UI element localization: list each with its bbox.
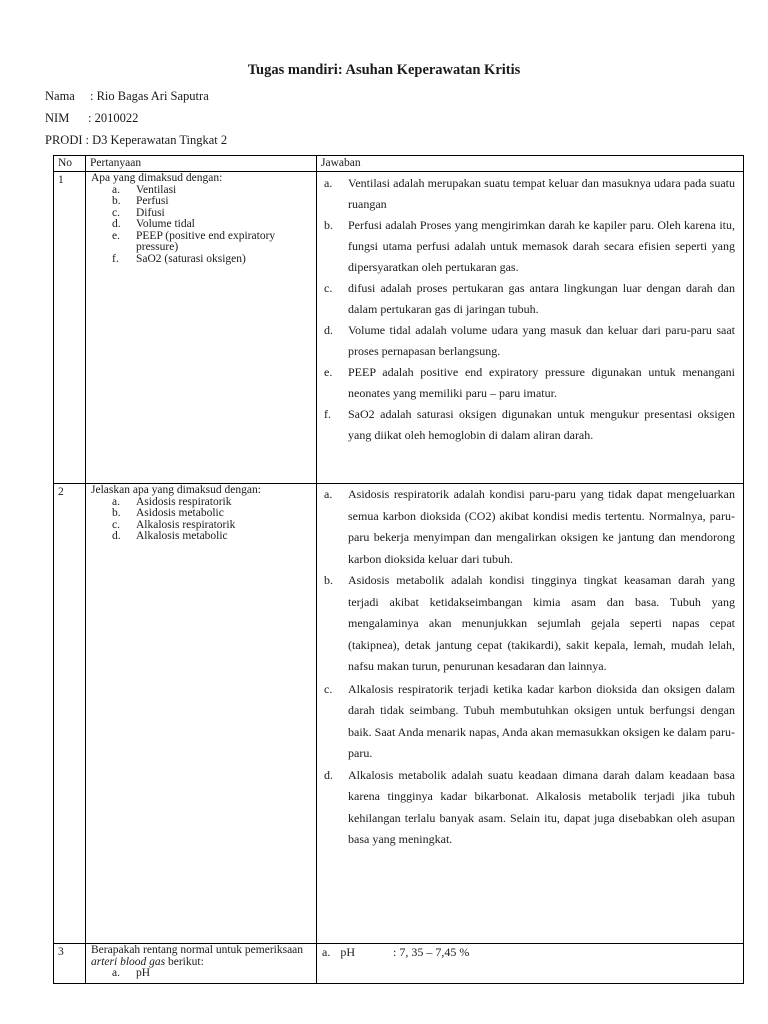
list-item: c. Alkalosis respiratorik bbox=[112, 518, 236, 531]
answer-item: d. Alkalosis metabolik adalah suatu keadaan dimana darah dalam keadaan basa karena tingginya kadar bikarbonat. Alkalosis metabolik terjadi jika tubuh kehilangan terlalu banyak asam. Selain itu, dapat juga disebabkan oleh asupan basa yang meningkat. bbox=[324, 767, 735, 846]
answer-item: d. Volume tidal adalah volume udara yang masuk dan keluar dari paru-paru saat proses pernapasan berlangsung. bbox=[324, 323, 735, 358]
answer-list bbox=[322, 484, 735, 851]
question-list bbox=[91, 185, 312, 266]
nim-label: NIM bbox=[45, 111, 70, 125]
qa-table bbox=[53, 155, 744, 984]
question-cell bbox=[86, 944, 317, 984]
table-row bbox=[54, 172, 744, 484]
answer-item: a. pH : 7, 35 – 7,45 % bbox=[322, 945, 470, 959]
name-label: Nama bbox=[45, 89, 75, 103]
name-value: : Rio Bagas Ari Saputra bbox=[90, 89, 209, 103]
list-item: a. Asidosis respiratorik bbox=[112, 495, 232, 508]
header-answer: Jawaban bbox=[317, 156, 744, 172]
header-no: No bbox=[54, 156, 86, 172]
question-text: Apa yang dimaksud dengan: bbox=[91, 172, 223, 184]
question-text: Jelaskan apa yang dimaksud dengan: bbox=[91, 484, 261, 496]
nim-value: : 2010022 bbox=[88, 111, 139, 125]
question-text: Berapakah rentang normal untuk pemeriksaan arteri blood gas berikut: bbox=[91, 944, 304, 968]
ph-value: : 7, 35 – 7,45 % bbox=[393, 945, 470, 959]
answer-cell bbox=[317, 172, 744, 484]
list-item: a. pH bbox=[112, 967, 151, 979]
answer-item: b. Perfusi adalah Proses yang mengirimkan darah ke kapiler paru. Oleh karena itu, fungsi utama perfusi adalah untuk memasok darah secara efisien seperti yang dipersyaratkan oleh pertukaran gas. bbox=[324, 218, 735, 274]
answer-item: f. SaO2 adalah saturasi oksigen digunakan untuk mengukur presentasi oksigen yang diikat oleh hemoglobin di dalam aliran darah. bbox=[324, 407, 735, 442]
answer-item: c. Alkalosis respiratorik terjadi ketika kadar karbon dioksida dan oksigen dalam darah tidak seimbang. Tubuh membutuhkan oksigen untuk berfungsi dengan baik. Saat Anda menarik napas, Anda akan memasukkan oksigen ke dalam paru-paru. bbox=[324, 681, 735, 760]
list-item: d. Alkalosis metabolic bbox=[112, 530, 228, 542]
list-item: f. SaO2 (saturasi oksigen) bbox=[112, 252, 246, 265]
list-item: b. Asidosis metabolic bbox=[112, 507, 224, 519]
answer-list bbox=[322, 173, 735, 446]
row-number: 1 bbox=[54, 172, 86, 484]
row-number: 3 bbox=[54, 944, 86, 984]
question-emphasis: arteri blood gas bbox=[91, 955, 166, 968]
question-list bbox=[91, 497, 312, 543]
answer-item: a. Ventilasi adalah merupakan suatu tempat keluar dan masuknya udara pada suatu ruangan bbox=[324, 176, 735, 211]
list-item: b. Perfusi bbox=[112, 195, 169, 207]
table-row bbox=[54, 484, 744, 944]
prodi-label: PRODI bbox=[45, 133, 83, 147]
answer-item: b. Asidosis metabolik adalah kondisi tingginya tingkat keasaman darah yang terjadi akibat ketidakseimbangan kimia asam dan basa. Tubuh yang mengalaminya akan menunjukkan sejumlah gejala seperti napas cepat (takipnea), detak jantung cepat (takikardi), sakit kepala, lemah, mudah lelah, nafsu makan turun, penurunan kesadaran dan lainnya. bbox=[324, 573, 735, 673]
list-item: c. Difusi bbox=[112, 206, 165, 219]
question-list bbox=[91, 968, 312, 980]
prodi-line bbox=[45, 133, 227, 148]
answer-item: e. PEEP adalah positive end expiratory pressure digunakan untuk menangani neonates yang memiliki paru – paru imatur. bbox=[324, 365, 735, 400]
name-line bbox=[45, 89, 209, 104]
nim-line bbox=[45, 111, 138, 126]
list-item: a. Ventilasi bbox=[112, 183, 177, 196]
answer-cell bbox=[317, 944, 744, 984]
prodi-value: : D3 Keperawatan Tingkat 2 bbox=[85, 133, 228, 147]
table-header-row bbox=[54, 156, 744, 172]
answer-cell bbox=[317, 484, 744, 944]
answer-item: a. Asidosis respiratorik adalah kondisi paru-paru yang tidak dapat mengeluarkan semua karbon dioksida (CO2) akibat kondisi medis tertentu. Normalnya, paru-paru bekerja menyimpan dan mengalirkan oksigen ke jantung dan mendorong karbon dioksida keluar dari tubuh. bbox=[324, 487, 735, 566]
document-title: Tugas mandiri: Asuhan Keperawatan Kritis bbox=[247, 62, 521, 78]
row-number: 2 bbox=[54, 484, 86, 944]
question-cell bbox=[86, 484, 317, 944]
list-item: e. PEEP (positive end expiratory pressure) bbox=[112, 229, 276, 253]
answer-item: c. difusi adalah proses pertukaran gas antara lingkungan luar dengan darah dan dalam pertukaran gas di jaringan tubuh. bbox=[324, 281, 735, 316]
table-row bbox=[54, 944, 744, 984]
header-question: Pertanyaan bbox=[86, 156, 317, 172]
list-item: d. Volume tidal bbox=[112, 218, 195, 230]
question-cell bbox=[86, 172, 317, 484]
